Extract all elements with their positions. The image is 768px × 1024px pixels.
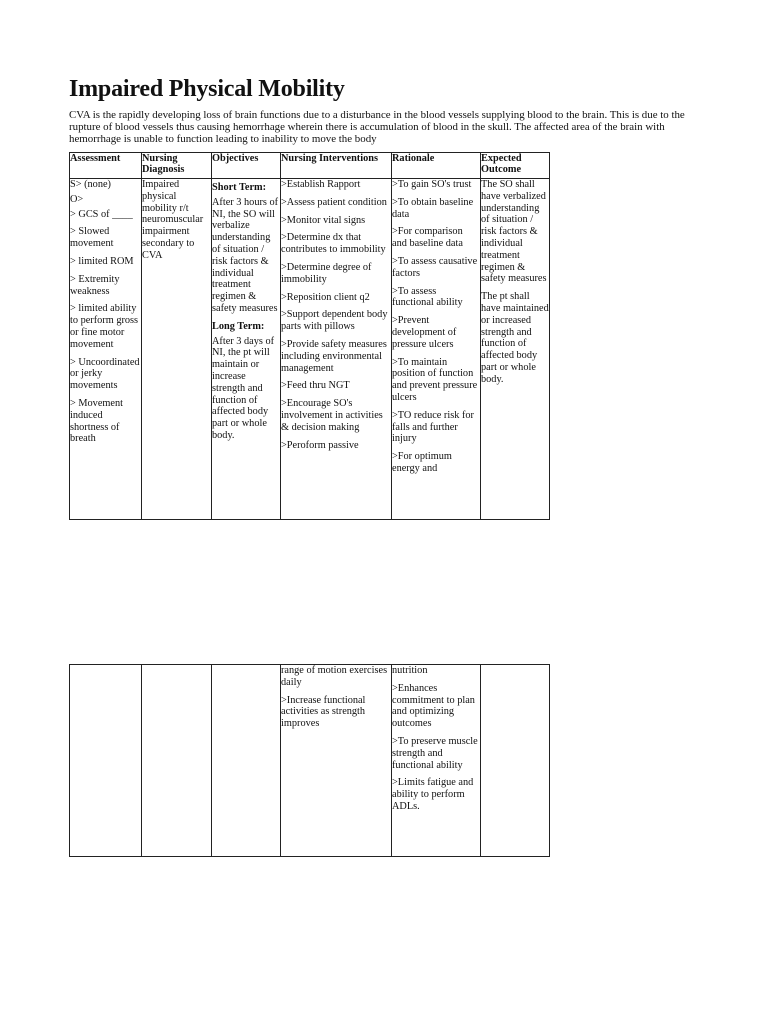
list-item: >Determine degree of immobility xyxy=(281,261,372,285)
table-row xyxy=(70,665,550,857)
list-item: >Limits fatigue and ability to perform ADLs. xyxy=(392,777,474,812)
list-item: > limited ROM xyxy=(70,255,134,267)
list-item: >To maintain position of function and prevent pressure ulcers xyxy=(392,356,478,403)
list-item: >Monitor vital signs xyxy=(281,214,366,226)
list-item: > Uncoordinated or jerky movements xyxy=(70,356,140,392)
list-item: range of motion exercises daily xyxy=(281,665,388,688)
header-objectives: Objectives xyxy=(212,153,281,179)
assessment-cell xyxy=(70,179,142,520)
list-item: >Feed thru NGT xyxy=(281,380,350,392)
care-plan-table xyxy=(69,152,550,520)
list-item: >Increase functional activities as strength improves xyxy=(281,694,366,730)
diagnosis-cell xyxy=(142,665,212,857)
header-rationale: Rationale xyxy=(392,153,481,179)
list-item: >Provide safety measures including environmental management xyxy=(281,338,387,374)
list-item: >Encourage SO's involvement in activities & decision making xyxy=(281,398,383,433)
list-item: The SO shall have verbalized understanding of situation / risk factors & individual treatment regimen & safety measures xyxy=(481,179,547,285)
list-item: S> (none) xyxy=(70,179,111,190)
assessment-cell xyxy=(70,665,142,857)
objectives-cell xyxy=(212,179,281,520)
list-item: The pt shall have maintained or increased strength and function of affected body part or whole body. xyxy=(481,291,549,385)
list-item: > Movement induced shortness of breath xyxy=(70,397,123,445)
list-item: >To gain SO's trust xyxy=(392,179,472,190)
list-item: nutrition xyxy=(392,665,428,676)
long-term-objective: After 3 days of NI, the pt will maintain or increase strength and function of affected body part or whole body. xyxy=(212,335,275,441)
list-item: > Extremity weakness xyxy=(70,273,120,297)
list-item: >Determine dx that contributes to immobility xyxy=(281,232,386,256)
list-item: >To preserve muscle strength and functional ability xyxy=(392,735,478,771)
list-item: >Reposition client q2 xyxy=(281,291,370,303)
care-plan-table-continued xyxy=(69,664,550,857)
intro-paragraph: CVA is the rapidly developing loss of brain functions due to a disturbance in the blood vessels supplying blood to the brain. This is due to the rupture of blood vessels thus causing hemorrhage wherein there is accumulation of blood in the skull. The affected area of the brain with hemorrhage is unable to function leading to inability to move the body xyxy=(69,109,685,146)
list-item: >Establish Rapport xyxy=(281,179,361,190)
rationale-cell xyxy=(392,179,481,520)
header-nursing-diagnosis: Nursing Diagnosis xyxy=(142,153,212,179)
list-item: > GCS of ____ xyxy=(70,208,133,220)
list-item: >Prevent development of pressure ulcers xyxy=(392,315,457,350)
list-item: >TO reduce risk for falls and further injury xyxy=(392,409,474,445)
list-item: >To assess functional ability xyxy=(392,285,463,309)
table-header-row xyxy=(70,153,550,179)
list-item: >Peroform passive xyxy=(281,439,359,451)
list-item: >To assess causative factors xyxy=(392,255,478,279)
list-item: >For optimum energy and xyxy=(392,451,452,474)
outcome-cell xyxy=(481,665,550,857)
diagnosis-cell xyxy=(142,179,212,520)
header-assessment: Assessment xyxy=(70,153,142,179)
list-item: >Support dependent body parts with pillows xyxy=(281,309,388,333)
document-title: Impaired Physical Mobility xyxy=(69,76,345,102)
list-item: >For comparison and baseline data xyxy=(392,226,463,250)
outcome-cell xyxy=(481,179,550,520)
list-item: >Assess patient condition xyxy=(281,196,387,208)
interventions-cell xyxy=(281,665,392,857)
rationale-cell xyxy=(392,665,481,857)
long-term-label: Long Term: xyxy=(212,320,265,332)
list-item: >To obtain baseline data xyxy=(392,196,474,220)
short-term-objective: After 3 hours of NI, the SO will verbalize understanding of situation / risk factors & individual treatment regimen & safety measures xyxy=(212,196,279,314)
header-expected-outcome: Expected Outcome xyxy=(481,153,550,179)
table-row xyxy=(70,179,550,520)
header-nursing-interventions: Nursing Interventions xyxy=(281,153,392,179)
list-item: O> xyxy=(70,193,84,205)
short-term-label: Short Term: xyxy=(212,182,267,193)
objectives-cell xyxy=(212,665,281,857)
list-item: > limited ability to perform gross or fine motor movement xyxy=(70,303,139,350)
list-item: > Slowed movement xyxy=(70,226,114,250)
diagnosis-text: Impaired physical mobility r/t neuromuscular impairment secondary to CVA xyxy=(142,179,204,261)
list-item: >Enhances commitment to plan and optimizing outcomes xyxy=(392,682,475,730)
interventions-cell xyxy=(281,179,392,520)
